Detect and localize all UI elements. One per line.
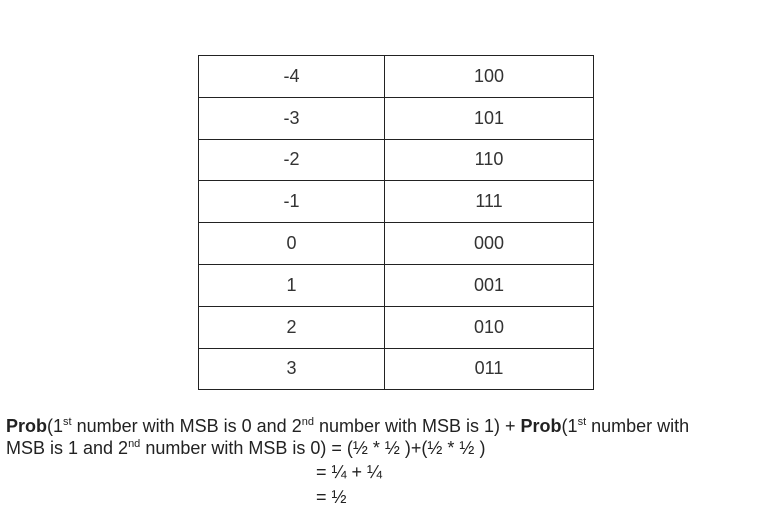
text-span: (1 [561, 416, 578, 436]
result-line-final: = ½ [316, 487, 347, 507]
binary-cell: 111 [385, 181, 594, 223]
binary-cell: 100 [385, 56, 594, 98]
ordinal-suffix: nd [128, 438, 141, 450]
binary-cell: 110 [385, 139, 594, 181]
text-span: number with [586, 416, 690, 436]
probability-line-1 [6, 415, 779, 437]
text-span: number with MSB is 0 and 2 [71, 416, 302, 436]
decimal-cell: -2 [199, 139, 385, 181]
decimal-cell: -3 [199, 97, 385, 139]
decimal-cell: 3 [199, 348, 385, 390]
table-row [199, 348, 594, 390]
table-row [199, 306, 594, 348]
decimal-cell: 0 [199, 223, 385, 265]
table-row [199, 223, 594, 265]
decimal-cell: 2 [199, 306, 385, 348]
probability-statement [6, 415, 779, 459]
table-row [199, 139, 594, 181]
binary-cell: 011 [385, 348, 594, 390]
prob-label: Prob [520, 416, 562, 436]
binary-cell: 001 [385, 264, 594, 306]
binary-cell: 000 [385, 223, 594, 265]
text-span: number with MSB is 1) + [313, 416, 521, 436]
table-row [199, 264, 594, 306]
prob-label: Prob [6, 416, 48, 436]
decimal-cell: -4 [199, 56, 385, 98]
probability-line-2 [6, 437, 779, 459]
binary-value-table [198, 55, 594, 390]
text-span: MSB is 1 and 2 [6, 438, 129, 458]
binary-cell: 101 [385, 97, 594, 139]
table-row [199, 97, 594, 139]
binary-cell: 010 [385, 306, 594, 348]
decimal-cell: 1 [199, 264, 385, 306]
ordinal-suffix: nd [301, 416, 314, 428]
text-span: (1 [47, 416, 64, 436]
result-line-sum: = ¼ + ¼ [316, 462, 383, 482]
ordinal-suffix: st [577, 416, 587, 428]
table-row [199, 181, 594, 223]
text-span: number with MSB is 0) = (½ * ½ )+(½ * ½ ) [140, 438, 486, 458]
table-body [199, 56, 594, 390]
table-row [199, 56, 594, 98]
ordinal-suffix: st [63, 416, 72, 428]
decimal-cell: -1 [199, 181, 385, 223]
